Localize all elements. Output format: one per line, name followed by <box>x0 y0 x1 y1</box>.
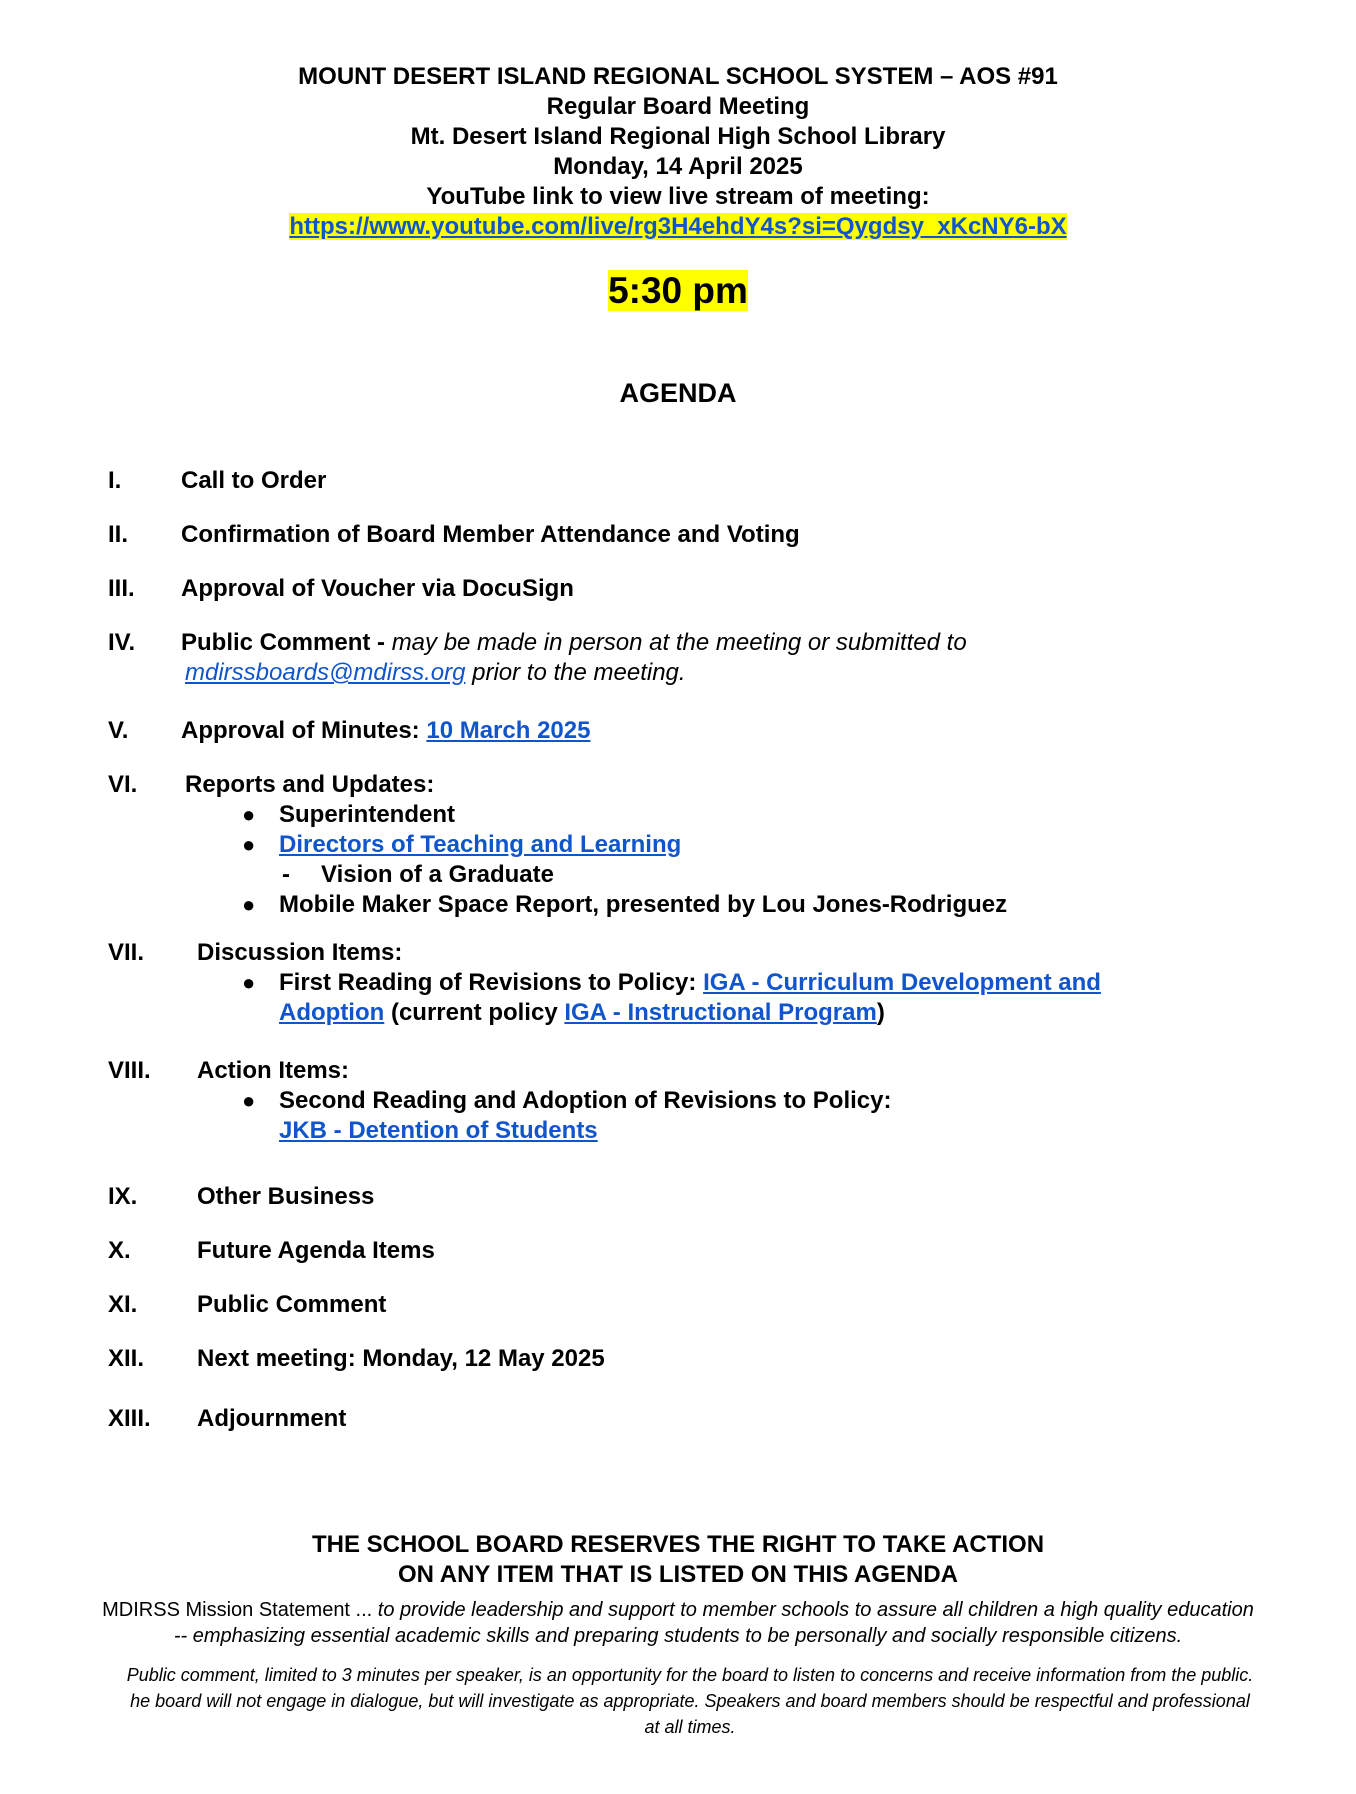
board-rights-line2: ON ANY ITEM THAT IS LISTED ON THIS AGENDA <box>397 1561 958 1588</box>
item-number-6: VI. <box>108 771 138 798</box>
mission-statement <box>30 1597 1326 1649</box>
item-public-comment <box>181 628 967 658</box>
report-superintendent: Superintendent <box>279 801 456 828</box>
item-future-agenda: Future Agenda Items <box>197 1237 435 1264</box>
meeting-location: Mt. Desert Island Regional High School Library <box>410 123 946 150</box>
public-policy-line2: he board will not engage in dialogue, but will investigate as appropriate. Speakers and board members should be respectful and professional <box>130 1691 1250 1711</box>
item-action: Action Items: <box>197 1057 350 1084</box>
item-public-comment-line2 <box>185 658 686 688</box>
board-email-link[interactable]: mdirssboards@mdirss.org <box>185 659 466 686</box>
item-number-2: II. <box>108 521 129 548</box>
mission-text-line1: to provide leadership and support to member schools to assure all children a high quality education <box>377 1599 1254 1621</box>
item-number-8: VIII. <box>108 1057 151 1084</box>
minutes-link[interactable]: 10 March 2025 <box>426 717 591 744</box>
item-number-1: I. <box>108 467 122 494</box>
bullet-icon: ● <box>242 970 256 995</box>
item-adjournment: Adjournment <box>197 1405 347 1432</box>
public-comment-label: Public Comment - <box>181 629 392 656</box>
meeting-type: Regular Board Meeting <box>546 93 810 120</box>
bullet-icon: ● <box>242 1088 256 1113</box>
discussion-first-reading <box>279 968 1101 998</box>
item-number-3: III. <box>108 575 135 602</box>
youtube-link[interactable]: https://www.youtube.com/live/rg3H4ehdY4s?si=Qygdsy_xKcNY6-bX <box>289 213 1067 240</box>
item-number-12: XII. <box>108 1345 145 1372</box>
item-number-9: IX. <box>108 1183 138 1210</box>
item-next-meeting: Next meeting: Monday, 12 May 2025 <box>197 1345 605 1372</box>
item-number-13: XIII. <box>108 1405 151 1432</box>
mission-text-line2: -- emphasizing essential academic skills and preparing students to be personally and socially responsible citizens. <box>173 1625 1183 1647</box>
item-number-5: V. <box>108 717 129 744</box>
bullet-icon: ● <box>242 802 256 827</box>
sub-dash: - <box>282 861 290 888</box>
item-number-7: VII. <box>108 939 145 966</box>
item-public-comment-2: Public Comment <box>197 1291 387 1318</box>
meeting-time <box>0 268 1356 314</box>
policy-jkb-link[interactable]: JKB - Detention of Students <box>279 1117 598 1144</box>
action-second-reading: Second Reading and Adoption of Revisions to Policy: <box>279 1087 892 1114</box>
item-reports: Reports and Updates: <box>185 771 435 798</box>
first-reading-text: First Reading of Revisions to Policy: <box>279 969 704 996</box>
report-vision-graduate: Vision of a Graduate <box>321 861 554 888</box>
policy-iga-curriculum-link[interactable]: IGA - Curriculum Development and <box>703 969 1101 996</box>
policy-iga-instructional-link[interactable]: IGA - Instructional Program <box>564 999 877 1026</box>
public-comment-policy <box>60 1662 1320 1740</box>
meeting-date: Monday, 14 April 2025 <box>553 153 803 180</box>
item-call-to-order: Call to Order <box>181 467 327 494</box>
item-other-business: Other Business <box>197 1183 375 1210</box>
item-discussion: Discussion Items: <box>197 939 403 966</box>
public-policy-line3: at all times. <box>644 1717 736 1737</box>
org-title: MOUNT DESERT ISLAND REGIONAL SCHOOL SYSTEM – AOS #91 <box>298 63 1058 90</box>
board-rights-line1: THE SCHOOL BOARD RESERVES THE RIGHT TO TAKE ACTION <box>311 1531 1045 1558</box>
report-directors-link[interactable]: Directors of Teaching and Learning <box>279 831 682 858</box>
mission-lead: MDIRSS Mission Statement ... <box>102 1599 378 1621</box>
item-number-4: IV. <box>108 629 136 656</box>
current-policy-text: (current policy <box>384 999 565 1026</box>
agenda-title: AGENDA <box>619 378 737 408</box>
report-maker-space: Mobile Maker Space Report, presented by Lou Jones-Rodriguez <box>279 891 1008 918</box>
document-header <box>0 62 1356 242</box>
public-policy-line1: Public comment, limited to 3 minutes per speaker, is an opportunity for the board to listen to concerns and receive information from the public. <box>126 1665 1254 1685</box>
public-comment-note: may be made in person at the meeting or submitted to <box>391 629 967 656</box>
bullet-icon: ● <box>242 892 256 917</box>
discussion-first-reading-line2 <box>279 998 885 1028</box>
minutes-label: Approval of Minutes: <box>181 717 427 744</box>
item-minutes <box>181 716 590 746</box>
board-rights-notice <box>0 1530 1356 1590</box>
item-number-10: X. <box>108 1237 131 1264</box>
livestream-label: YouTube link to view live stream of meeting: <box>426 183 930 210</box>
policy-iga-adoption-link[interactable]: Adoption <box>279 999 385 1026</box>
close-paren: ) <box>876 999 885 1026</box>
public-comment-note2: prior to the meeting. <box>465 659 686 686</box>
bullet-icon: ● <box>242 832 256 857</box>
item-attendance: Confirmation of Board Member Attendance and Voting <box>181 521 800 548</box>
meeting-time-text: 5:30 pm <box>608 270 748 311</box>
item-number-11: XI. <box>108 1291 138 1318</box>
item-voucher: Approval of Voucher via DocuSign <box>181 575 574 602</box>
